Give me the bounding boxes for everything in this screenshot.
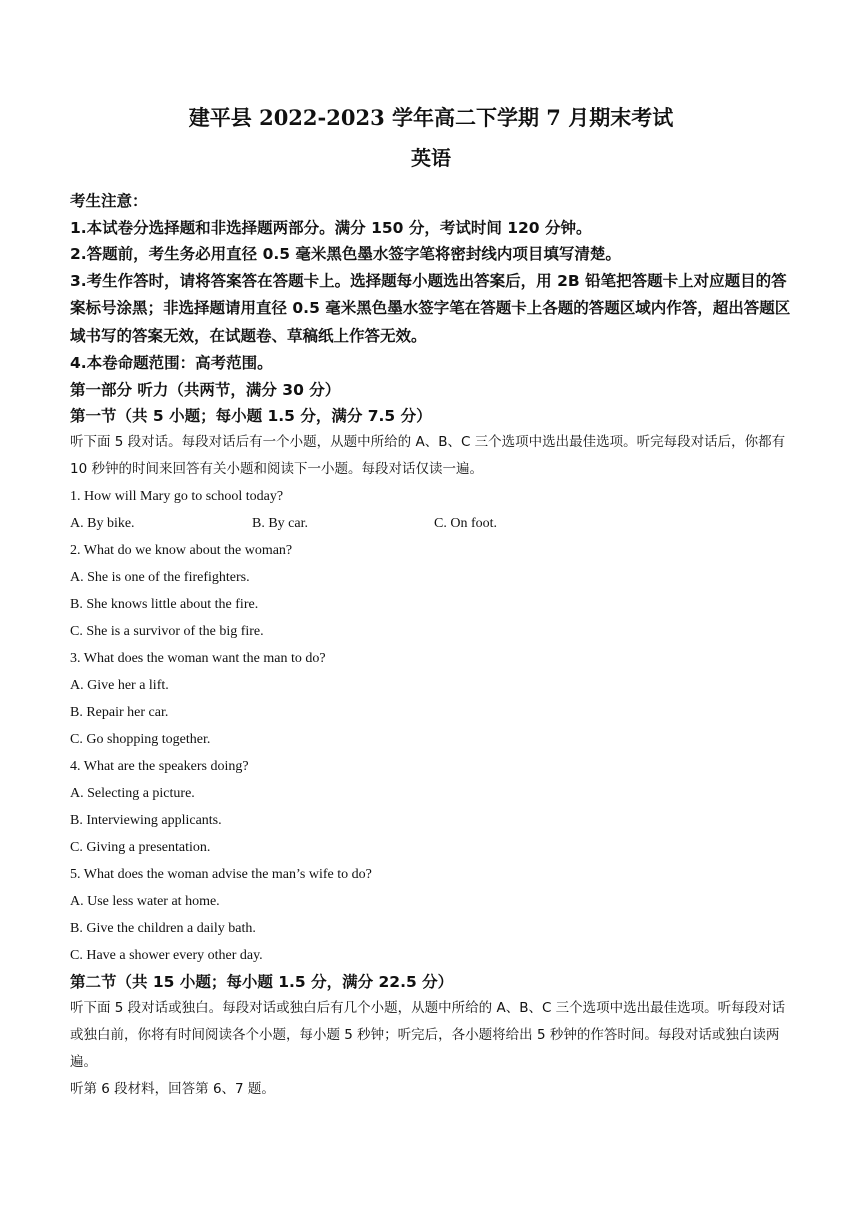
option-b: B. Interviewing applicants. — [70, 812, 222, 828]
section1-instructions: 听下面 5 段对话。每段对话后有一个小题，从题中所给的 A、B、C 三个选项中选出最佳选项。听完每段对话后，你都有 10 秒钟的时间来回答有关小题和阅读下一小题。每段对话仅读一遍。 — [70, 433, 786, 477]
question-stem: 3. What does the woman want the man to do? — [70, 650, 326, 666]
option-row — [70, 510, 792, 537]
material-note: 听第 6 段材料，回答第 6、7 题。 — [70, 1080, 275, 1097]
subject-title: 英语 — [411, 146, 451, 170]
question-1 — [70, 483, 792, 537]
option-c: C. On foot. — [434, 515, 497, 531]
question-2 — [70, 537, 792, 645]
exam-title: 建平县 2022-2023 学年高二下学期 7 月期末考试 — [188, 105, 674, 130]
question-stem: 1. How will Mary go to school today? — [70, 488, 284, 504]
section1-heading: 第一节（共 5 小题；每小题 1.5 分，满分 7.5 分） — [70, 406, 432, 425]
notice-item-1: 1.本试卷分选择题和非选择题两部分。满分 150 分，考试时间 120 分钟。 — [70, 218, 592, 237]
option-a: A. By bike. — [70, 515, 135, 531]
section2-instructions: 听下面 5 段对话或独白。每段对话或独白后有几个小题，从题中所给的 A、B、C 三个选项中选出最佳选项。听每段对话或独白前，你将有时间阅读各个小题，每小题 5 秒钟；听完后，各小题将给出 5 秒钟的作答时间。每段对话或独白读两遍。 — [70, 999, 786, 1070]
option-a: A. Give her a lift. — [70, 677, 169, 693]
question-stem: 4. What are the speakers doing? — [70, 758, 249, 774]
question-stem: 2. What do we know about the woman? — [70, 542, 293, 558]
option-c: C. Go shopping together. — [70, 731, 211, 747]
option-a: A. Selecting a picture. — [70, 785, 195, 801]
option-b: B. By car. — [252, 515, 308, 531]
option-b: B. Give the children a daily bath. — [70, 920, 256, 936]
option-a: A. She is one of the firefighters. — [70, 569, 250, 585]
question-4 — [70, 753, 792, 861]
option-c: C. Giving a presentation. — [70, 839, 211, 855]
notice-heading: 考生注意： — [70, 192, 148, 210]
question-stem: 5. What does the woman advise the man’s wife to do? — [70, 866, 372, 882]
option-c: C. Have a shower every other day. — [70, 947, 263, 963]
question-5 — [70, 861, 792, 969]
option-c: C. She is a survivor of the big fire. — [70, 623, 264, 639]
option-b: B. Repair her car. — [70, 704, 169, 720]
option-a: A. Use less water at home. — [70, 893, 220, 909]
notice-item-4: 4.本卷命题范围：高考范围。 — [70, 354, 273, 372]
question-3 — [70, 645, 792, 753]
notice-item-3: 3.考生作答时，请将答案答在答题卡上。选择题每小题选出答案后，用 2B 铅笔把答题卡上对应题目的答案标号涂黑；非选择题请用直径 0.5 毫米黑色墨水签字笔在答题卡上各题的答题区域内作答，超出答题区域书写的答案无效，在试题卷、草稿纸上作答无效。 — [70, 271, 791, 345]
option-b: B. She knows little about the fire. — [70, 596, 259, 612]
candidate-notice — [70, 188, 792, 377]
exam-page — [70, 100, 792, 1103]
notice-item-2: 2.答题前，考生务必用直径 0.5 毫米黑色墨水签字笔将密封线内项目填写清楚。 — [70, 245, 621, 263]
part1-heading: 第一部分 听力（共两节，满分 30 分） — [70, 380, 341, 399]
section2-heading: 第二节（共 15 小题；每小题 1.5 分，满分 22.5 分） — [70, 972, 454, 991]
